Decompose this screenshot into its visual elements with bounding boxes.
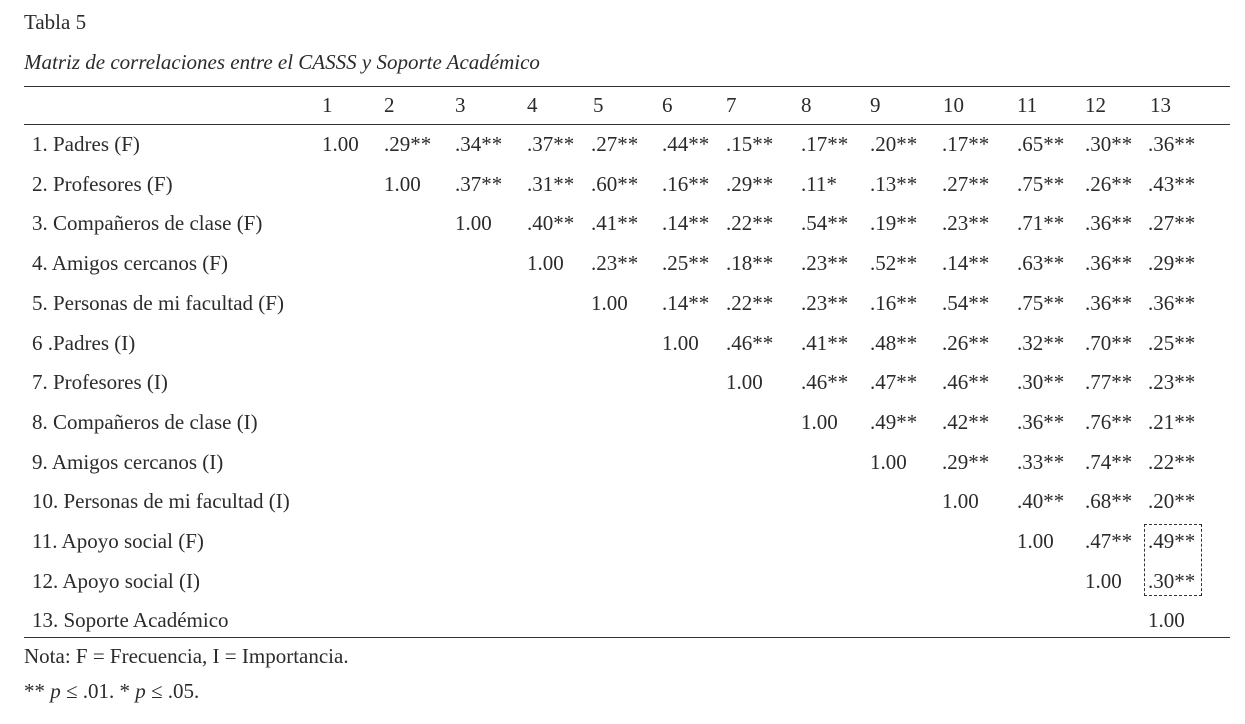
cell-r1-c12: .30**	[1085, 132, 1133, 156]
cell-r5-c8: .23**	[801, 290, 849, 315]
cell-r1-c7: .15**	[726, 132, 774, 156]
cell-r7-c11: .30**	[1017, 370, 1065, 395]
cell-r5-c10: .54**	[942, 290, 990, 315]
cell-r2-c8: .11*	[801, 171, 837, 196]
header-rule	[24, 124, 1230, 125]
bottom-rule	[24, 637, 1230, 638]
cell-r3-c6: .14**	[662, 211, 710, 236]
cell-r1-c4: .37**	[527, 132, 575, 156]
cell-r6-c9: .48**	[870, 330, 918, 355]
table-title: Matriz de correlaciones entre el CASSS y Soporte Académico	[24, 50, 540, 74]
top-rule	[24, 86, 1230, 87]
cell-r3-c7: .22**	[726, 211, 774, 236]
cell-r7-c8: .46**	[801, 370, 849, 395]
row-label-7: 7. Profesores (I)	[32, 370, 168, 395]
cell-r3-c9: .19**	[870, 211, 918, 236]
row-label-12: 12. Apoyo social (I)	[32, 568, 200, 593]
cell-r9-c11: .33**	[1017, 449, 1065, 474]
column-header-4: 4	[527, 93, 538, 117]
cell-r2-c9: .13**	[870, 171, 918, 196]
cell-r7-c12: .77**	[1085, 370, 1133, 395]
column-header-6: 6	[662, 93, 673, 117]
cell-r1-c13: .36**	[1148, 132, 1196, 156]
row-label-6: 6 .Padres (I)	[32, 330, 136, 355]
cell-r6-c11: .32**	[1017, 330, 1065, 355]
cell-r7-c10: .46**	[942, 370, 990, 395]
cell-r2-c6: .16**	[662, 171, 710, 196]
cell-r2-c13: .43**	[1148, 171, 1196, 196]
table-note: Nota: F = Frecuencia, I = Importancia.	[24, 644, 349, 668]
cell-r5-c13: .36**	[1148, 290, 1196, 315]
cell-r4-c6: .25**	[662, 251, 710, 276]
column-header-13: 13	[1150, 93, 1171, 117]
column-header-12: 12	[1085, 93, 1106, 117]
row-label-4: 4. Amigos cercanos (F)	[32, 251, 228, 276]
cell-r13-c13: 1.00	[1148, 608, 1185, 633]
column-header-7: 7	[726, 93, 737, 117]
cell-r6-c12: .70**	[1085, 330, 1133, 355]
row-label-5: 5. Personas de mi facultad (F)	[32, 290, 284, 315]
cell-r8-c12: .76**	[1085, 409, 1133, 434]
cell-r3-c13: .27**	[1148, 211, 1196, 236]
column-header-11: 11	[1017, 93, 1038, 117]
row-label-1: 1. Padres (F)	[32, 132, 140, 156]
cell-r3-c11: .71**	[1017, 211, 1065, 236]
cell-r1-c11: .65**	[1017, 132, 1065, 156]
cell-r8-c10: .42**	[942, 409, 990, 434]
cell-r6-c10: .26**	[942, 330, 990, 355]
cell-r3-c8: .54**	[801, 211, 849, 236]
cell-r3-c5: .41**	[591, 211, 639, 236]
cell-r5-c5: 1.00	[591, 290, 628, 315]
cell-r11-c11: 1.00	[1017, 529, 1054, 553]
column-header-5: 5	[593, 93, 604, 117]
column-header-3: 3	[455, 93, 466, 117]
cell-r5-c7: .22**	[726, 290, 774, 315]
cell-r4-c11: .63**	[1017, 251, 1065, 276]
cell-r4-c12: .36**	[1085, 251, 1133, 276]
cell-r8-c11: .36**	[1017, 409, 1065, 434]
cell-r2-c3: .37**	[455, 171, 503, 196]
row-label-2: 2. Profesores (F)	[32, 171, 173, 196]
cell-r7-c7: 1.00	[726, 370, 763, 395]
cell-r2-c12: .26**	[1085, 171, 1133, 196]
cell-r6-c13: .25**	[1148, 330, 1196, 355]
cell-r1-c8: .17**	[801, 132, 849, 156]
cell-r10-c12: .68**	[1085, 489, 1133, 514]
cell-r4-c8: .23**	[801, 251, 849, 276]
cell-r4-c5: .23**	[591, 251, 639, 276]
column-header-9: 9	[870, 93, 881, 117]
cell-r8-c9: .49**	[870, 409, 918, 434]
cell-r2-c10: .27**	[942, 171, 990, 196]
cell-r10-c13: .20**	[1148, 489, 1196, 514]
cell-r3-c12: .36**	[1085, 211, 1133, 236]
cell-r1-c6: .44**	[662, 132, 710, 156]
cell-r7-c9: .47**	[870, 370, 918, 395]
cell-r9-c10: .29**	[942, 449, 990, 474]
cell-r2-c5: .60**	[591, 171, 639, 196]
cell-r9-c13: .22**	[1148, 449, 1196, 474]
column-header-1: 1	[322, 93, 333, 117]
cell-r5-c11: .75**	[1017, 290, 1065, 315]
cell-r10-c10: 1.00	[942, 489, 979, 514]
cell-r5-c12: .36**	[1085, 290, 1133, 315]
cell-r6-c8: .41**	[801, 330, 849, 355]
cell-r2-c7: .29**	[726, 171, 774, 196]
row-label-9: 9. Amigos cercanos (I)	[32, 449, 224, 474]
cell-r1-c9: .20**	[870, 132, 918, 156]
cell-r2-c4: .31**	[527, 171, 575, 196]
cell-r3-c10: .23**	[942, 211, 990, 236]
cell-r1-c5: .27**	[591, 132, 639, 156]
cell-r8-c13: .21**	[1148, 409, 1196, 434]
cell-r9-c9: 1.00	[870, 449, 907, 474]
cell-r7-c13: .23**	[1148, 370, 1196, 395]
column-header-10: 10	[943, 93, 964, 117]
cell-r4-c13: .29**	[1148, 251, 1196, 276]
cell-r6-c6: 1.00	[662, 330, 699, 355]
cell-r4-c9: .52**	[870, 251, 918, 276]
table-number: Tabla 5	[24, 10, 87, 34]
cell-r1-c3: .34**	[455, 132, 503, 156]
cell-r4-c7: .18**	[726, 251, 774, 276]
cell-r2-c2: 1.00	[384, 171, 421, 196]
cell-r11-c12: .47**	[1085, 529, 1133, 553]
cell-r5-c6: .14**	[662, 290, 710, 315]
cell-r10-c11: .40**	[1017, 489, 1065, 514]
cell-r8-c8: 1.00	[801, 409, 838, 434]
cell-r1-c10: .17**	[942, 132, 990, 156]
cell-r6-c7: .46**	[726, 330, 774, 355]
cell-r4-c4: 1.00	[527, 251, 564, 276]
row-label-11: 11. Apoyo social (F)	[32, 529, 204, 553]
row-label-3: 3. Compañeros de clase (F)	[32, 211, 263, 236]
highlight-box	[1144, 524, 1202, 596]
cell-r5-c9: .16**	[870, 290, 918, 315]
row-label-10: 10. Personas de mi facultad (I)	[32, 489, 290, 514]
row-label-13: 13. Soporte Académico	[32, 608, 229, 633]
cell-r1-c1: 1.00	[322, 132, 359, 156]
row-label-8: 8. Compañeros de clase (I)	[32, 409, 258, 434]
cell-r9-c12: .74**	[1085, 449, 1133, 474]
cell-r3-c4: .40**	[527, 211, 575, 236]
cell-r3-c3: 1.00	[455, 211, 492, 236]
cell-r4-c10: .14**	[942, 251, 990, 276]
cell-r11-c13: .49**	[1148, 529, 1196, 553]
cell-r2-c11: .75**	[1017, 171, 1065, 196]
column-header-8: 8	[801, 93, 812, 117]
column-header-2: 2	[384, 93, 395, 117]
significance-note: ** p ≤ .01. * p ≤ .05.	[24, 679, 200, 703]
cell-r1-c2: .29**	[384, 132, 432, 156]
cell-r12-c12: 1.00	[1085, 568, 1122, 593]
cell-r12-c13: .30**	[1148, 568, 1196, 593]
